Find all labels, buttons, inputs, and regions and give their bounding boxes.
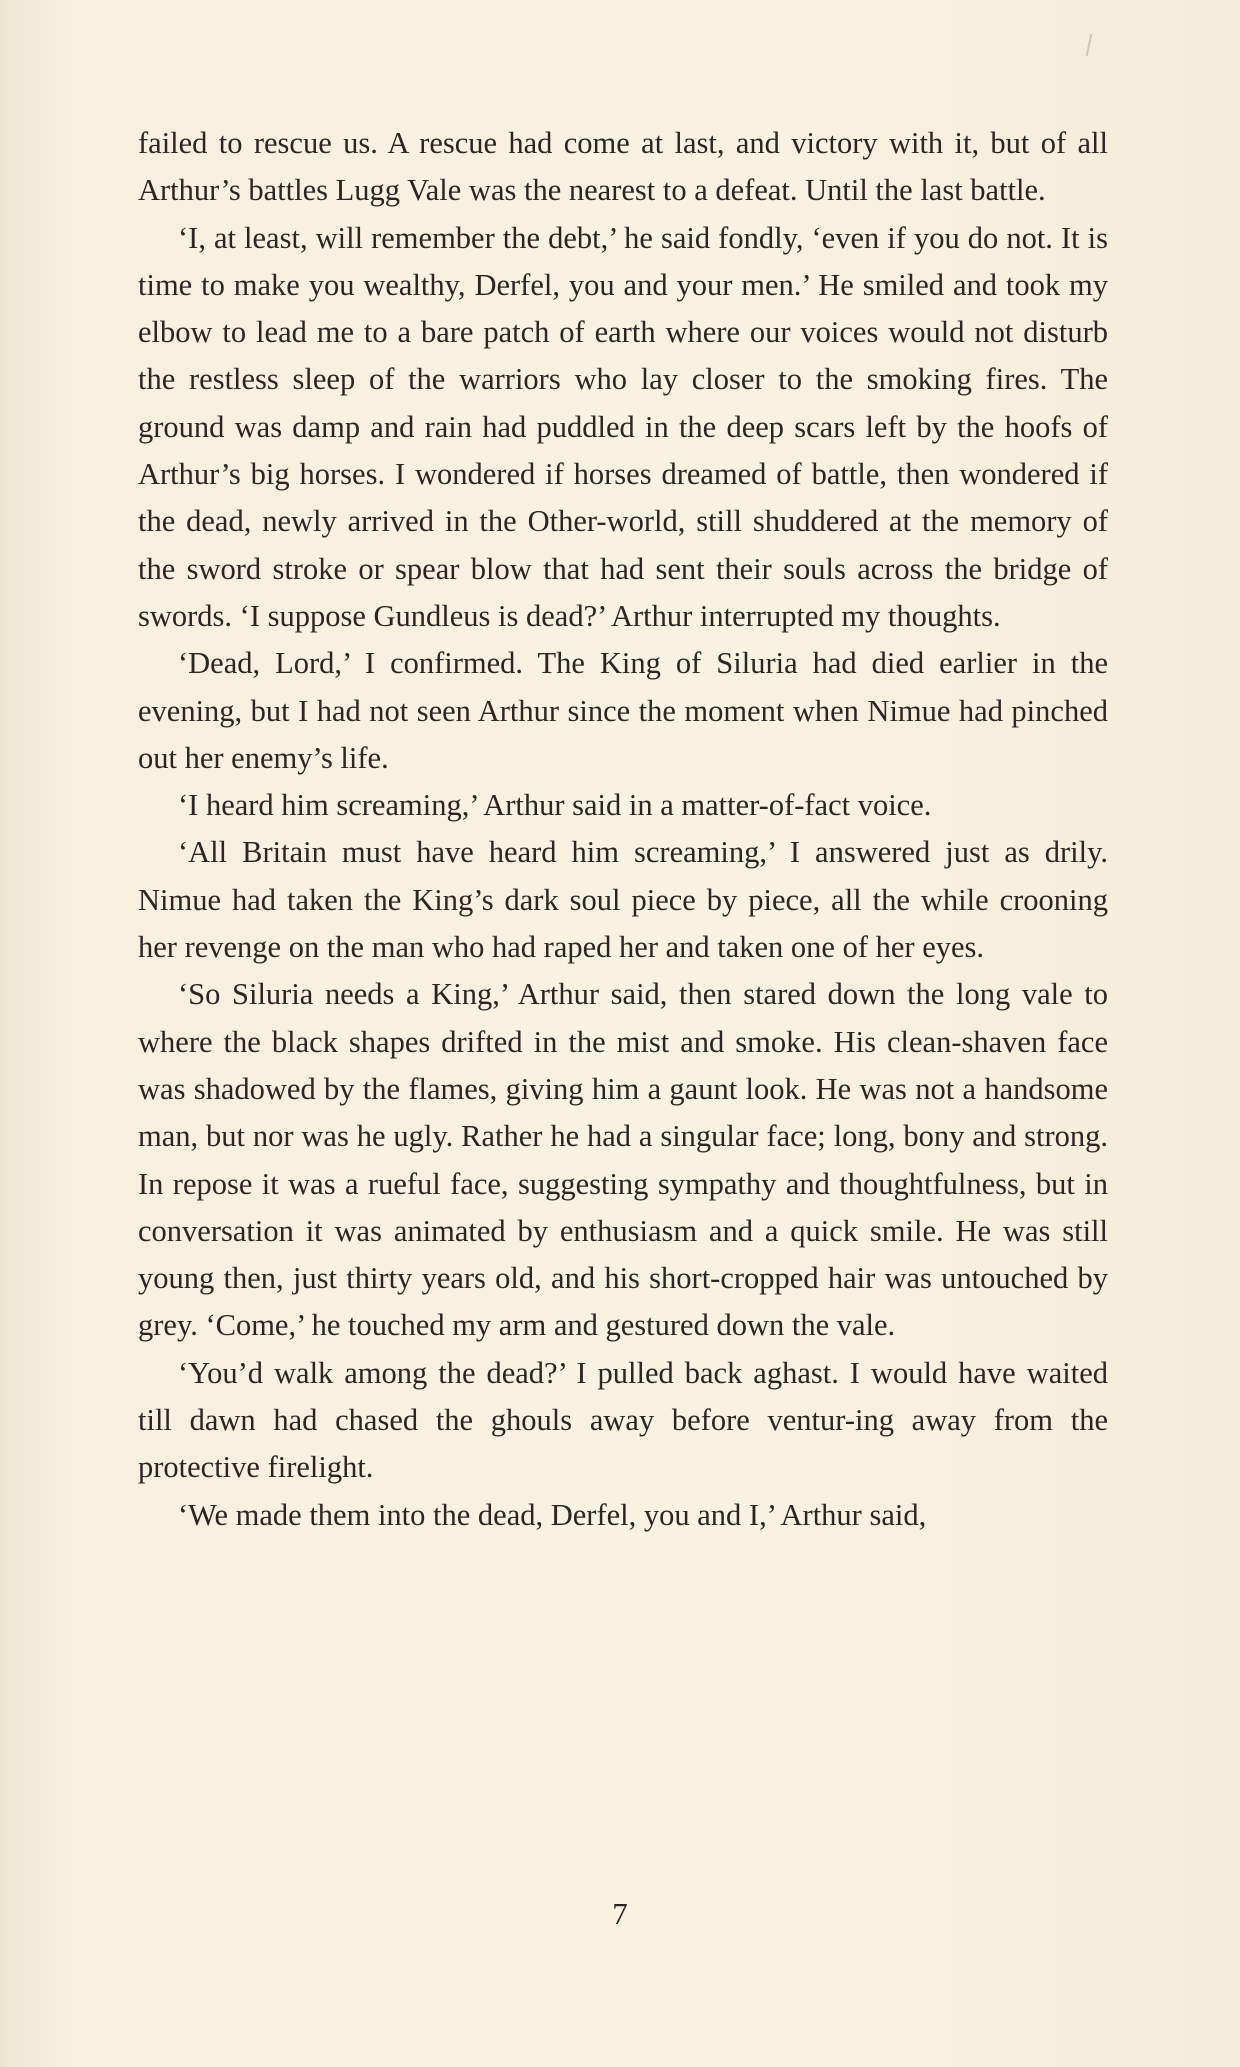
page-number: 7	[612, 1896, 628, 1931]
body-text	[138, 120, 1108, 1539]
paragraph-1: failed to rescue us. A rescue had come at last, and victory with it, but of all Arthur’s battles Lugg Vale was the nearest to a defeat. Until the last battle.	[138, 126, 1108, 208]
paragraph-4: ‘I heard him screaming,’ Arthur said in a matter-of-fact voice.	[178, 788, 932, 823]
paragraph-5: ‘All Britain must have heard him screaming,’ I answered just as drily. Nimue had taken the King’s dark soul piece by piece, all the while crooning her revenge on the man who had raped her and taken one of her eyes.	[138, 835, 1108, 965]
paragraph-7: ‘You’d walk among the dead?’ I pulled back aghast. I would have waited till dawn had chased the ghouls away before ventur-ing away from the protective firelight.	[138, 1355, 1108, 1485]
paper-mark	[1086, 34, 1093, 56]
paragraph-2: ‘I, at least, will remember the debt,’ he said fondly, ‘even if you do not. It is time to make you wealthy, Derfel, you and your men.’ He smiled and took my elbow to lead me to a bare patch of earth where our voices would not disturb the restless sleep of the warriors who lay closer to the smoking fires. The ground was damp and rain had puddled in the deep scars left by the hoofs of Arthur’s big horses. I wondered if horses dreamed of battle, then wondered if the dead, newly arrived in the Other-world, still shuddered at the memory of the sword stroke or spear blow that had sent their souls across the bridge of swords. ‘I suppose Gundleus is dead?’ Arthur interrupted my thoughts.	[138, 220, 1108, 633]
paragraph-3: ‘Dead, Lord,’ I confirmed. The King of Siluria had died earlier in the evening, but I had not seen Arthur since the moment when Nimue had pinched out her enemy’s life.	[138, 646, 1108, 775]
paragraph-6: ‘So Siluria needs a King,’ Arthur said, then stared down the long vale to where the black shapes drifted in the mist and smoke. His clean-shaven face was shadowed by the flames, giving him a gaunt look. He was not a handsome man, but nor was he ugly. Rather he had a singular face; long, bony and strong. In repose it was a rueful face, suggesting sympathy and thoughtfulness, but in conversation it was animated by enthusiasm and a quick smile. He was still young then, just thirty years old, and his short-cropped hair was untouched by grey. ‘Come,’ he touched my arm and gestured down the vale.	[138, 977, 1108, 1343]
paragraph-8: ‘We made them into the dead, Derfel, you and I,’ Arthur said,	[178, 1497, 927, 1532]
